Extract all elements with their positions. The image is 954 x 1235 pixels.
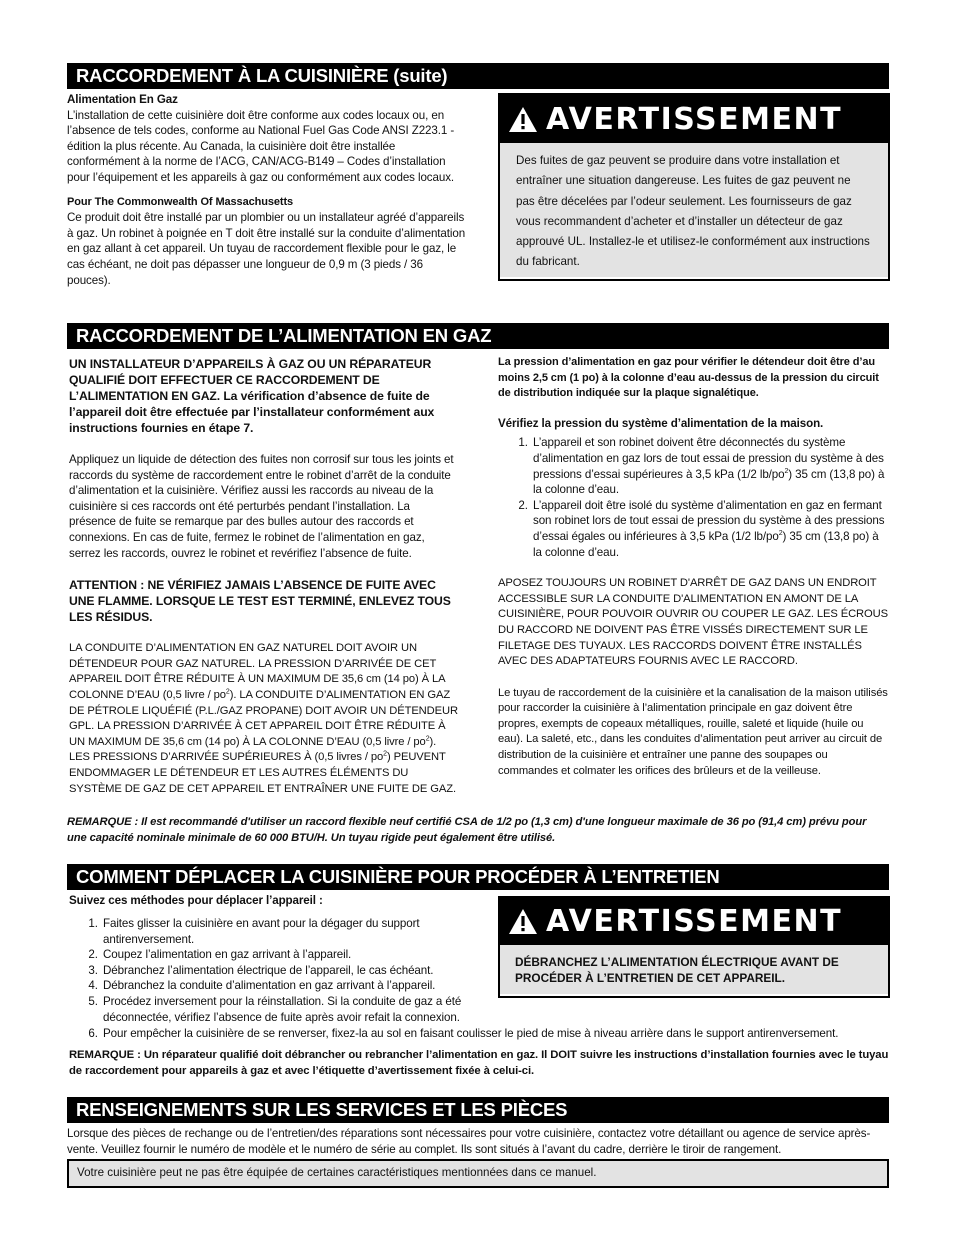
section-header-deplacer-cuisiniere: COMMENT DÉPLACER LA CUISINIÈRE POUR PROCÉDER À L’ENTRETIEN xyxy=(67,864,889,890)
flexible-connector-note: REMARQUE : Il est recommandé d'utiliser un raccord flexible neuf certifié CSA de 1/2 po (1,3 cm) d'une longueur maximale de 36 po (91,4 cm) prévu pour une capacité nominale minimale de 60 000 BTU/H. Un tuyau rigide peut également être utilisé. xyxy=(67,816,867,844)
list-item: 5. Procédez inversement pour la réinstallation. Si la conduite de gaz a été déconnectée, vérifiez l’absence de fuite après avoir refait la connexion. xyxy=(101,994,497,1025)
gas-supply-text: L’installation de cette cuisinière doit être conforme aux codes locaux ou, en l’absence de tels codes, conforme au National Fuel Gas Code ANSI Z223.1 - édition la plus récente. Au Canada, la cuisinière doit être installée conformément à la norme de l’ACG, CAN/ACG-B149 – Codes d’installation pour l’équipement et les appareils à gaz ou conformément aux codes locaux. xyxy=(67,108,455,184)
regulator-text-part1: LA CONDUITE D’ALIMENTATION EN GAZ NATUREL DOIT AVOIR UN DÉTENDEUR POUR GAZ NATUREL. LA PRESSION D’ARRIVÉE DE CET APPAREIL DOIT ÊTRE RÉDUITE À UN MAXIMUM DE 35,6 cm (14 po) À LA COLONNE D’EAU (0,5 livre / po xyxy=(69,642,445,701)
move-methods-intro: Suivez ces méthodes pour déplacer l’appareil : xyxy=(69,894,323,907)
section-header-services-pieces: RENSEIGNEMENTS SUR LES SERVICES ET LES PIÈCES xyxy=(67,1097,889,1123)
section-header-raccordement-suite: RACCORDEMENT À LA CUISINIÈRE (suite) xyxy=(67,63,889,89)
superscript: 2 xyxy=(225,688,230,696)
warning-triangle-icon xyxy=(508,908,538,935)
gas-supply-heading: Alimentation En Gaz xyxy=(67,93,178,106)
superscript: 2 xyxy=(784,467,789,475)
list-item xyxy=(531,435,888,497)
features-disclaimer-box: Votre cuisinière peut ne pas être équipée de certaines caractéristiques mentionnées dans ce manuel. xyxy=(67,1159,889,1188)
pressure-test-steps xyxy=(498,435,888,560)
step1-text-end: ) 35 cm (13,8 po) à la colonne d’eau. xyxy=(533,467,885,497)
step2-text: L’appareil doit être isolé du système d’alimentation en gaz en fermant son robinet lors de tout essai de pression du système à des pressions d’essai égales ou inférieures à 3,5 kPa (1/2 lb/po xyxy=(533,498,885,543)
warning-title: AVERTISSEMENT xyxy=(546,904,843,939)
section-header-raccordement-alimentation: RACCORDEMENT DE L’ALIMENTATION EN GAZ xyxy=(67,323,889,349)
warning-text: Des fuites de gaz peuvent se produire dans votre installation et entraîner une situation dangereuse. Les fuites de gaz peuvent ne pas être décelées par l’odeur seulement. Les fournisseurs de gaz vous recommandent d’acheter et d’installer un détecteur de gaz approuvé UL. Installez-le et utilisez-le conformément aux instructions du fabricant. xyxy=(500,143,888,277)
warning-box-electrical xyxy=(498,896,890,998)
warning-box-gas-leak xyxy=(498,93,890,281)
verify-pressure-heading: Vérifiez la pression du système d’alimentation de la maison. xyxy=(498,416,824,430)
regulator-text xyxy=(69,641,459,797)
superscript: 2 xyxy=(383,750,387,758)
attention-flame-warning: ATTENTION : NE VÉRIFIEZ JAMAIS L’ABSENCE DE FUITE AVEC UNE FLAMME. LORSQUE LE TEST EST TERMINÉ, ENLEVEZ TOUS LES RÉSIDUS. xyxy=(69,578,451,625)
service-info-text: Lorsque des pièces de rechange ou de l’entretien/des réparations sont nécessaires pour votre cuisinière, contactez votre détaillant ou agence de service après-vente. Veuillez fournir le numéro de modèle et le numéro de série au complet. Ils sont situés à l’avant du cadre, derrière le tiroir de rangement. xyxy=(67,1127,871,1156)
list-item: 6. Pour empêcher la cuisinière de se renverser, fixez-la au sol en faisant coulisser le pied de mise à niveau arrière dans le support antirenversement. xyxy=(101,1026,899,1042)
step1-text: L’appareil et son robinet doivent être déconnectés du système d’alimentation en gaz lors de tout essai de pression du système à des pressions d’essai supérieures à 3,5 kPa (1/2 lb/po xyxy=(533,436,884,481)
list-item: 3. Débranchez l’alimentation électrique de l’appareil, le cas échéant. xyxy=(101,963,497,979)
warning-header xyxy=(500,898,888,945)
pressure-requirement: La pression d’alimentation en gaz pour vérifier le détendeur doit être d’au moins 2,5 cm (1 po) à la colonne d’eau au-dessus de la pression du circuit de distribution indiquée sur la plaque signalétique. xyxy=(498,356,879,400)
regulator-text-part3: ). LES PRESSIONS D’ARRIVÉE SUPÉRIEURES À (0,5 livres / po xyxy=(69,735,437,764)
list-item: 4. Débranchez la conduite d’alimentation en gaz arrivant à l’appareil. xyxy=(101,978,497,994)
superscript: 2 xyxy=(778,530,783,538)
gas-supply-block xyxy=(67,92,469,288)
warning-triangle-icon xyxy=(508,106,538,133)
move-steps-list xyxy=(69,916,497,1025)
massachusetts-text: Ce produit doit être installé par un plombier ou un installateur agréé d’appareils à gaz. Un robinet à poignée en T doit être installé sur la conduite d’alimentation en gaz allant à cet appareil. Un tuyau de raccordement flexible pour le gaz, le cas échéant, ne doit pas dépasser une longueur de 0,9 m (3 pieds / 36 pouces). xyxy=(67,211,466,287)
regulator-text-part4: ) PEUVENT ENDOMMAGER LE DÉTENDEUR ET LES AUTRES ÉLÉMENTS DU SYSTÈME DE GAZ DE CET APPAREIL ET ENTRAÎNER UNE FUITE DE GAZ. xyxy=(69,751,456,795)
warning-title: AVERTISSEMENT xyxy=(546,101,843,137)
section2-right-column xyxy=(498,355,888,779)
qualified-service-note: REMARQUE : Un réparateur qualifié doit débrancher ou rebrancher l’alimentation en gaz. Il DOIT suivre les instructions d’installation fournies avec le tuyau de raccordement pour appareils à gaz et avec l’étiquette d’avertissement fixée à celui-ci. xyxy=(69,1049,889,1077)
warning-header xyxy=(500,95,888,143)
pipe-cleanliness-text: Le tuyau de raccordement de la cuisinière et la canalisation de la maison utilisés pour raccorder la cuisinière à l’alimentation principale en gaz doivent être propres, exempts de copeaux métalliques, rouille, saleté et liquide (huile ou eau). La saleté, etc., dans les conduites d’alimentation peut arriver au circuit de distribution de la cuisinière et entraîner une panne des soupapes ou commandes et colmater les orifices des brûleurs et de la veilleuse. xyxy=(498,686,888,777)
installer-notice: UN INSTALLATEUR D’APPAREILS À GAZ OU UN RÉPARATEUR QUALIFIÉ DOIT EFFECTUER CE RACCORDEMENT DE L’ALIMENTATION EN GAZ. La vérification d’absence de fuite de l’appareil doit être effectuée par l’installateur conformément aux instructions fournies en étape 7. xyxy=(69,357,435,435)
list-item xyxy=(531,498,888,560)
list-item: 1. Faites glisser la cuisinière en avant pour la dégager du support antirenversement. xyxy=(101,916,497,947)
move-steps-list-continued xyxy=(69,1026,899,1042)
shutoff-valve-text: APOSEZ TOUJOURS UN ROBINET D'ARRÊT DE GAZ DANS UN ENDROIT ACCESSIBLE SUR LA CONDUITE D'ALIMENTATION EN AMONT DE LA CUISINIÈRE, POUR POUVOIR OUVRIR OU COUPER LE GAZ. LES ÉCROUS DU RACCORD NE DOIVENT PAS ÊTRE VISSÉS DIRECTEMENT SUR LE FILETAGE DES TUYAUX. LES RACCORDS DOIVENT ÊTRE INSTALLÉS AVEC DES ADAPTATEURS FOURNIS AVEC LE RACCORD. xyxy=(498,577,888,668)
list-item: 2. Coupez l’alimentation en gaz arrivant à l’appareil. xyxy=(101,947,497,963)
leak-test-text: Appliquez un liquide de détection des fuites non corrosif sur tous les joints et raccords du système de raccordement entre le robinet d’arrêt de la conduite d’alimentation et la cuisinière. Vérifiez aussi les raccords au niveau de la cuisinière si ces raccords ont été perturbés pendant l’installation. La présence de fuite se remarque par des bulles autour des raccords et connexions. En cas de fuite, fermez le robinet de l’alimentation en gaz, serrez les raccords, ouvrez le robinet et revérifiez l’absence de fuite. xyxy=(69,453,454,560)
section2-left-column xyxy=(69,356,459,797)
massachusetts-heading: Pour The Commonwealth Of Massachusetts xyxy=(67,195,294,208)
warning-text: DÉBRANCHEZ L’ALIMENTATION ÉLECTRIQUE AVANT DE PROCÉDER À L’ENTRETIEN DE CET APPAREIL. xyxy=(500,945,888,994)
step2-text-end: ) 35 cm (13,8 po) à la colonne d’eau. xyxy=(533,529,879,559)
superscript: 2 xyxy=(425,734,430,742)
regulator-text-part2: ). LA CONDUITE D’ALIMENTATION EN GAZ DE PÉTROLE LIQUÉFIÉ (P.L./GAZ PROPANE) DOIT AVOIR UN DÉTENDEUR GPL. LA PRESSION D’ARRIVÉE À CET APPAREIL DOIT ÊTRE RÉDUITE À UN MAXIMUM DE 35,6 cm (14 po) À LA COLONNE D’EAU (0,5 livre / po xyxy=(69,688,458,748)
